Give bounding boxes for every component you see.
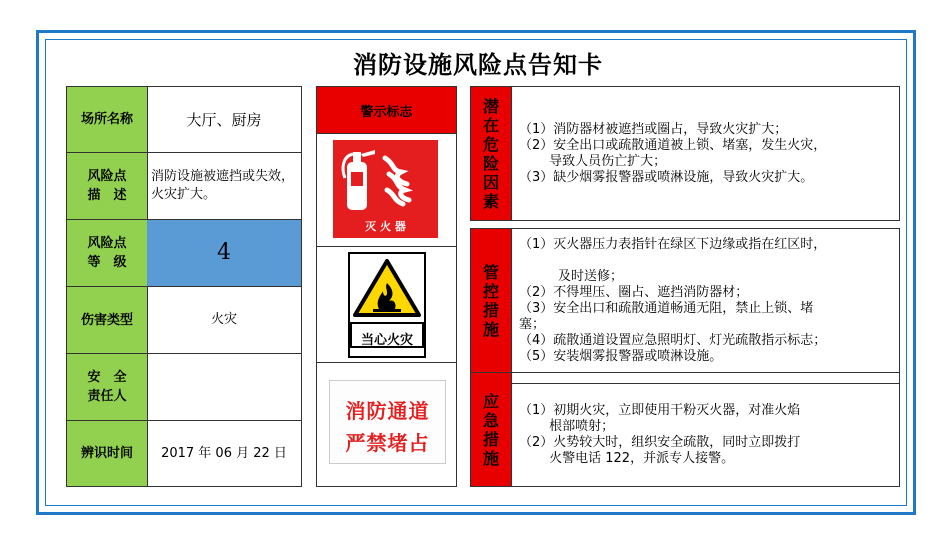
- control-item: （4）疏散通道设置应急照明灯、灯光疏散指示标志；: [519, 332, 827, 348]
- control-item: 及时送修；: [519, 268, 624, 284]
- fire-passage-sign: [329, 380, 446, 464]
- emergency-item: （2）火势较大时，组织安全疏散，同时立即拨打 火警电话 122，并派专人接警。: [519, 434, 801, 466]
- info-label: 风险点 描 述: [67, 153, 148, 219]
- info-label: 风险点 等 级: [67, 220, 148, 286]
- hazard-tag-text: 潜在危险因素: [482, 96, 499, 211]
- control-tag: [471, 229, 512, 372]
- passage-line-1: 消防通道: [345, 399, 430, 423]
- control-item: [519, 253, 891, 269]
- control-panel: [470, 228, 900, 373]
- control-items: [519, 229, 891, 372]
- hazard-item: （1）消防器材被遮挡或圈占，导致火灾扩大；: [519, 121, 788, 137]
- card-title: 消防设施风险点告知卡: [353, 51, 603, 79]
- hazard-items: [519, 87, 891, 220]
- extinguisher-label: 灭 火 器: [365, 220, 406, 233]
- passage-line-2: 严禁堵占: [345, 431, 430, 455]
- info-row-harm: [67, 287, 301, 354]
- fire-passage-sign-cell: [317, 363, 456, 486]
- control-item: （5）安装烟雾报警器或喷淋设施。: [519, 348, 723, 364]
- caution-fire-label: 当心火灾: [360, 333, 413, 348]
- info-row-date: [67, 421, 301, 486]
- emergency-items: [519, 383, 891, 486]
- warning-signs-header: 警示标志: [317, 87, 456, 134]
- info-label: 伤害类型: [67, 287, 148, 353]
- emergency-panel: [470, 372, 900, 487]
- info-row-description: [67, 153, 301, 220]
- info-label: 安 全 责任人: [67, 354, 148, 420]
- info-value: 2017 年 06 月 22 日: [161, 445, 287, 461]
- info-row-location: [67, 87, 301, 153]
- hazard-item: （2）安全出口或疏散通道被上锁、堵塞，发生火灾， 导致人员伤亡扩大；: [519, 137, 827, 169]
- emergency-tag: [471, 373, 512, 486]
- extinguisher-sign-cell: [317, 134, 456, 247]
- control-tag-text: 管控措施: [482, 262, 499, 339]
- caution-fire-sign-cell: [317, 247, 456, 363]
- control-item: （2）不得埋压、圈占、遮挡消防器材；: [519, 284, 749, 300]
- emergency-tag-text: 应急措施: [482, 391, 499, 468]
- warning-signs-column: [316, 86, 457, 487]
- info-value: 大厅、厨房: [186, 110, 262, 129]
- control-item: （1）灭火器压力表指针在绿区下边缘或指在红区时，: [519, 236, 827, 252]
- info-value: [147, 354, 301, 420]
- info-label: 辨识时间: [67, 421, 148, 486]
- hazard-item: （3）缺少烟雾报警器或喷淋设施，导致火灾扩大。: [519, 169, 814, 185]
- info-label: 场所名称: [67, 87, 148, 152]
- info-row-person: [67, 354, 301, 421]
- emergency-item: （1）初期火灾，立即使用干粉灭火器，对准火焰 根部喷射；: [519, 402, 801, 434]
- info-value: 火灾: [210, 312, 237, 327]
- risk-level-value: 4: [147, 220, 301, 286]
- info-value: 消防设施被遮挡或失效，火灾扩大。: [151, 169, 295, 202]
- hazard-panel: [470, 86, 900, 221]
- control-item: （3）安全出口和疏散通道畅通无阻，禁止上锁、堵 塞；: [519, 300, 814, 332]
- info-table: [66, 86, 302, 487]
- hazard-tag: [471, 87, 512, 220]
- info-row-level: [67, 220, 301, 287]
